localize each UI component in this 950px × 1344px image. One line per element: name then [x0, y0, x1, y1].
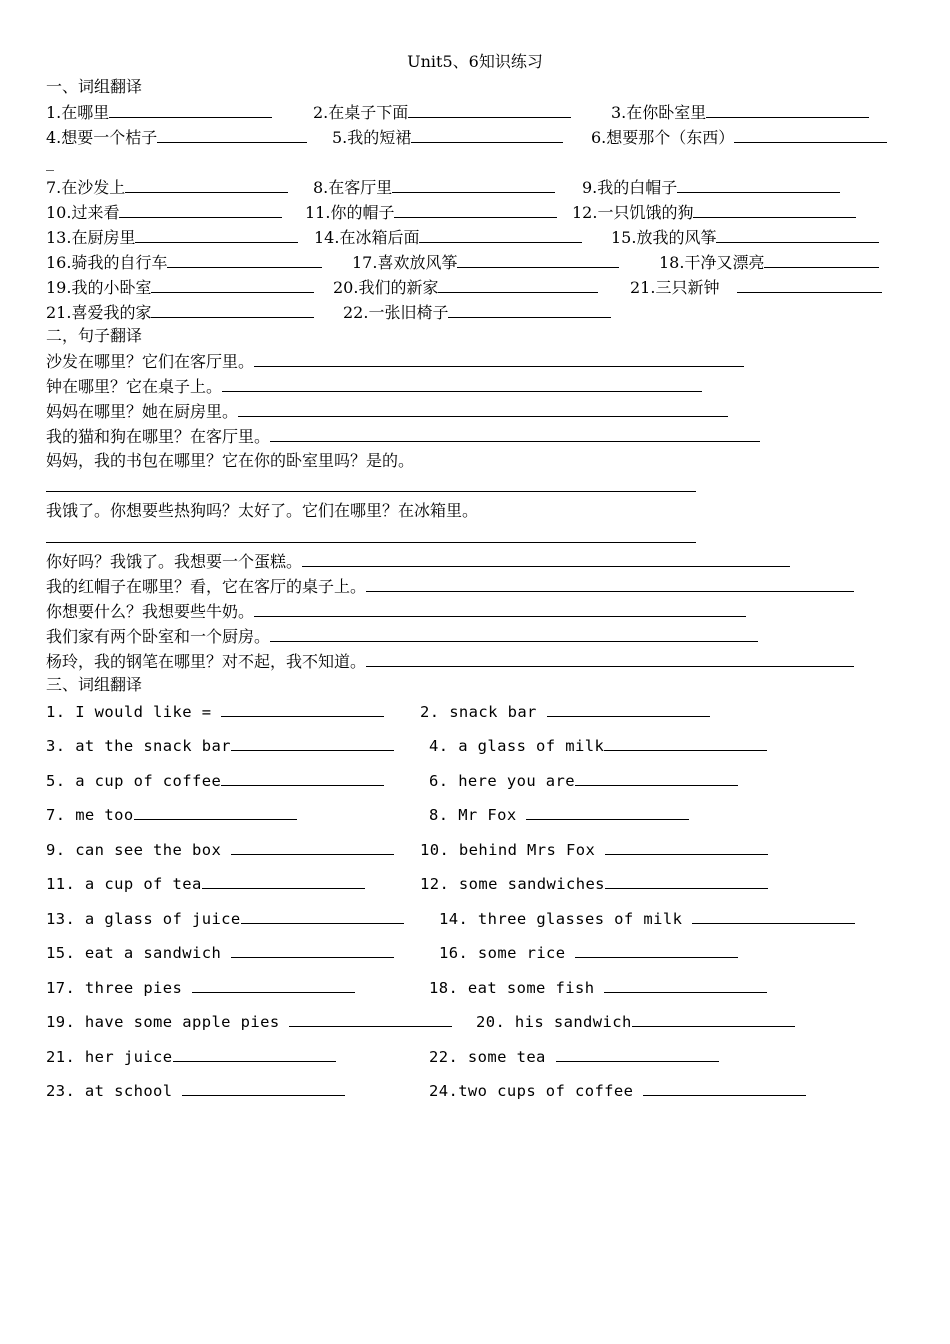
- s1-item-2: 2.在桌子下面: [313, 101, 571, 124]
- s1-row-1: [0, 101, 950, 125]
- s1-item-10: 10.过来看: [46, 201, 282, 224]
- s3-item-14: 14. three glasses of milk: [439, 907, 855, 930]
- s1-item-3: 3.在你卧室里: [611, 101, 869, 124]
- s3-row-6: [0, 872, 950, 896]
- s1-row-8: [0, 301, 950, 325]
- s1-row-3: [0, 176, 950, 200]
- s3-row-12: [0, 1079, 950, 1103]
- section3-heading: 三、词组翻译: [46, 675, 143, 694]
- s1-item-7: 7.在沙发上: [46, 176, 288, 199]
- s1-item-4: 4.想要一个桔子: [46, 126, 307, 149]
- s3-item-2: 2. snack bar: [420, 700, 710, 723]
- s3-row-1: [0, 700, 950, 724]
- s3-item-4: 4. a glass of milk: [429, 734, 767, 757]
- s3-row-7: [0, 907, 950, 931]
- s3-item-3: 3. at the snack bar: [46, 734, 394, 757]
- s3-row-9: [0, 976, 950, 1000]
- s1-item-1: 1.在哪里: [46, 101, 272, 124]
- s1-row-2: [0, 126, 950, 150]
- s1-item-11: 11.你的帽子: [305, 201, 557, 224]
- s3-item-23: 23. at school: [46, 1079, 345, 1102]
- s3-item-17: 17. three pies: [46, 976, 355, 999]
- s3-item-22: 22. some tea: [429, 1045, 719, 1068]
- s2-sentence-2: 钟在哪里？它在桌子上。: [46, 375, 702, 398]
- s3-row-2: [0, 734, 950, 758]
- s1-item-12: 12.一只饥饿的狗: [572, 201, 856, 224]
- s3-item-21: 21. her juice: [46, 1045, 336, 1068]
- s3-row-5: [0, 838, 950, 862]
- s3-item-19: 19. have some apple pies: [46, 1010, 452, 1033]
- s3-row-3: [0, 769, 950, 793]
- s1-row-5: [0, 226, 950, 250]
- s1-row-6: [0, 251, 950, 275]
- s1-item-18: 18.干净又漂亮: [659, 251, 879, 274]
- s1-item-13: 13.在厨房里: [46, 226, 298, 249]
- s2-answer-line-5: [46, 491, 696, 492]
- s1-item-20: 20.我们的新家: [333, 276, 598, 299]
- s3-item-20: 20. his sandwich: [476, 1010, 795, 1033]
- s1-item-5: 5.我的短裙: [332, 126, 563, 149]
- s3-item-9: 9. can see the box: [46, 838, 394, 861]
- s3-item-11: 11. a cup of tea: [46, 872, 365, 895]
- s2-sentence-9: 你想要什么？我想要些牛奶。: [46, 600, 746, 623]
- s3-item-10: 10. behind Mrs Fox: [420, 838, 768, 861]
- s3-item-7: 7. me too: [46, 803, 297, 826]
- s1-stray-row: [0, 151, 950, 175]
- s3-row-10: [0, 1010, 950, 1034]
- s3-item-16: 16. some rice: [439, 941, 738, 964]
- s2-sentence-7: 你好吗？我饿了。我想要一个蛋糕。: [46, 550, 790, 573]
- s2-sentence-6: 我饿了。你想要些热狗吗？太好了。它们在哪里？在冰箱里。: [46, 501, 479, 520]
- s3-item-15: 15. eat a sandwich: [46, 941, 394, 964]
- s1-item-8: 8.在客厅里: [313, 176, 555, 199]
- page-title: Unit5、6知识练习: [407, 52, 543, 71]
- s3-item-8: 8. Mr Fox: [429, 803, 689, 826]
- s3-row-11: [0, 1045, 950, 1069]
- s2-answer-line-6: [46, 542, 696, 543]
- s1-item-17: 17.喜欢放风筝: [352, 251, 619, 274]
- section1-heading: 一、词组翻译: [46, 77, 143, 96]
- s2-sentence-11: 杨玲，我的钢笔在哪里？对不起，我不知道。: [46, 650, 854, 673]
- s3-item-18: 18. eat some fish: [429, 976, 767, 999]
- s3-item-6: 6. here you are: [429, 769, 738, 792]
- s3-row-8: [0, 941, 950, 965]
- s2-sentence-3: 妈妈在哪里？她在厨房里。: [46, 400, 728, 423]
- s2-sentence-4: 我的猫和狗在哪里？在客厅里。: [46, 425, 760, 448]
- s3-item-12: 12. some sandwiches: [420, 872, 768, 895]
- s1-stray-mark: _: [46, 152, 54, 171]
- s2-sentence-8: 我的红帽子在哪里？看，它在客厅的桌子上。: [46, 575, 854, 598]
- s1-item-16: 16.骑我的自行车: [46, 251, 322, 274]
- s3-item-5: 5. a cup of coffee: [46, 769, 384, 792]
- s1-item-14: 14.在冰箱后面: [314, 226, 582, 249]
- s1-row-7: [0, 276, 950, 300]
- s2-sentence-1: 沙发在哪里？它们在客厅里。: [46, 350, 744, 373]
- s1-item-9: 9.我的白帽子: [582, 176, 840, 199]
- s1-item-6: 6.想要那个（东西）: [591, 126, 887, 149]
- s1-item-19: 19.我的小卧室: [46, 276, 314, 299]
- s2-sentence-5: 妈妈，我的书包在哪里？它在你的卧室里吗？是的。: [46, 451, 415, 470]
- s3-item-1: 1. I would like =: [46, 700, 384, 723]
- s3-item-13: 13. a glass of juice: [46, 907, 404, 930]
- s1-item-22: 21.喜爱我的家: [46, 301, 314, 324]
- s1-row-4: [0, 201, 950, 225]
- s1-item-23: 22.一张旧椅子: [343, 301, 611, 324]
- s1-item-15: 15.放我的风筝: [611, 226, 879, 249]
- s3-item-24: 24.two cups of coffee: [429, 1079, 806, 1102]
- s1-item-21: 21.三只新钟: [630, 276, 882, 299]
- section2-heading: 二，句子翻译: [46, 326, 143, 345]
- s2-sentence-10: 我们家有两个卧室和一个厨房。: [46, 625, 758, 648]
- s3-row-4: [0, 803, 950, 827]
